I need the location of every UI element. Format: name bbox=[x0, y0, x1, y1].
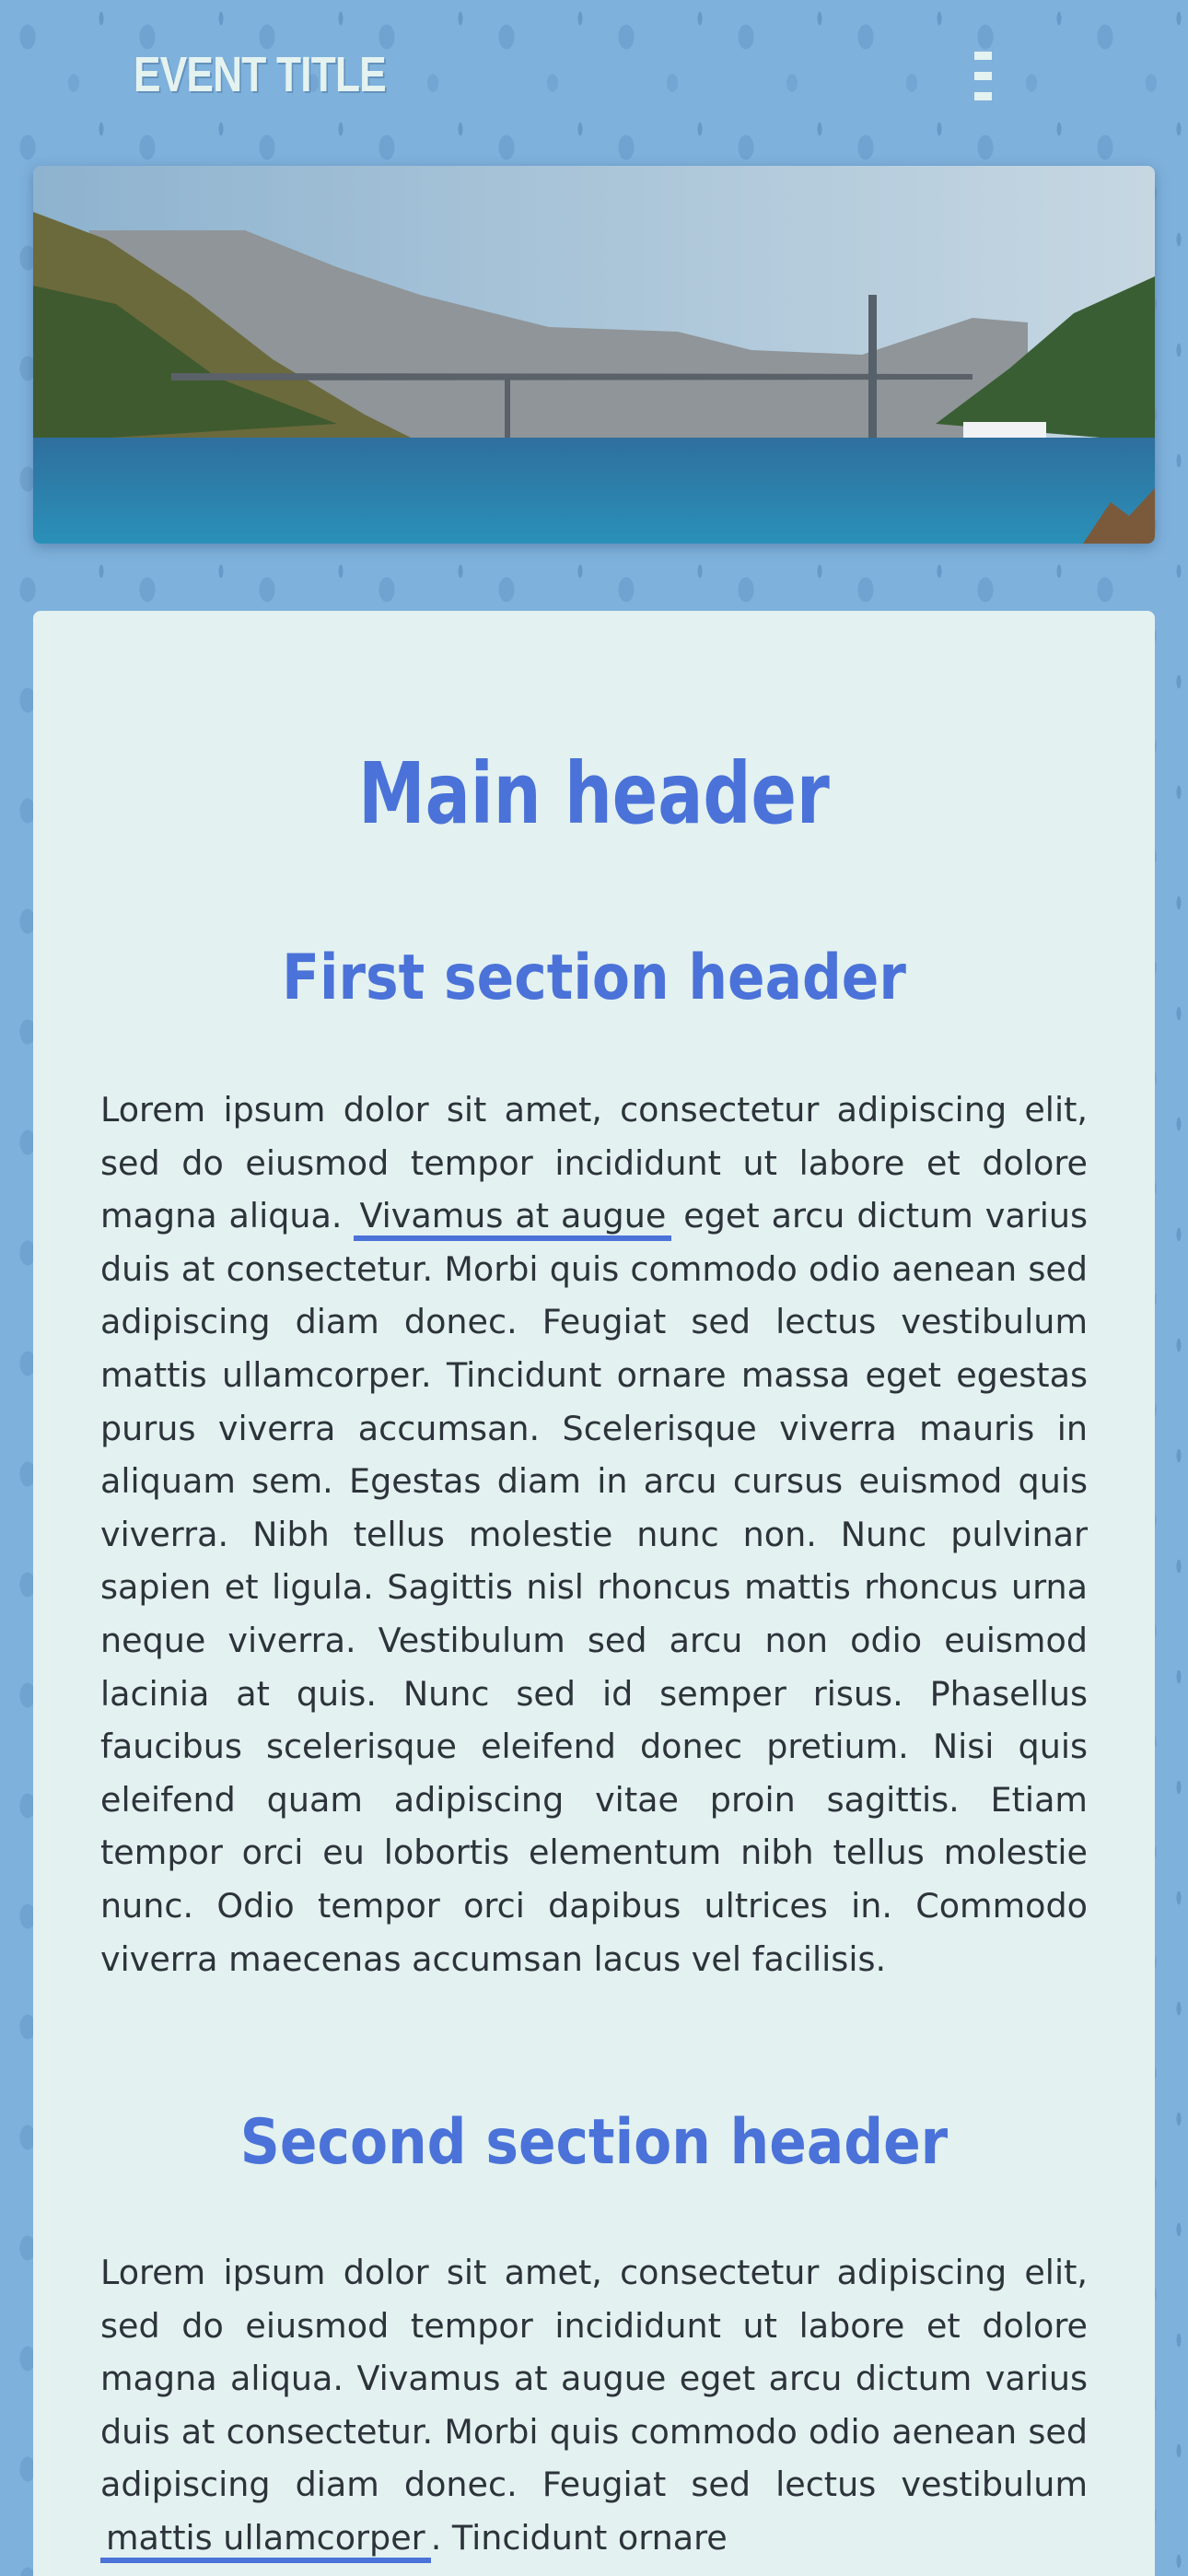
hamburger-icon[interactable] bbox=[974, 52, 995, 101]
paragraph-text: Lorem ipsum dolor sit amet, consectetur adipiscing elit, sed do eiusmod tempor incididunt ut labore et dolore magna aliqua. Vivamus at augue eget arcu dictum varius duis at consectetur. Morbi quis commodo odio aenean sed adipiscing diam donec. Feugiat sed lectus vestibulum bbox=[100, 2253, 1088, 2505]
landscape-photo-icon bbox=[33, 166, 1155, 544]
section-header-first: First section header bbox=[282, 942, 906, 1014]
paragraph-text: Lorem ipsum dolor sit amet, consectetur adipiscing elit, sed do eiusmod tempor incididunt ut labore et dolore magna aliqua. bbox=[100, 1090, 1088, 1236]
link-vivamus-at-augue[interactable]: Vivamus at augue bbox=[354, 1196, 671, 1241]
link-mattis-ullamcorper[interactable]: mattis ullamcorper bbox=[100, 2518, 431, 2563]
section-paragraph-second bbox=[100, 2246, 1088, 2565]
section-paragraph-first bbox=[100, 1083, 1088, 1985]
main-header: Main header bbox=[358, 744, 830, 843]
section-header-second: Second section header bbox=[239, 2106, 949, 2179]
event-title[interactable]: EVENT TITLE bbox=[134, 47, 386, 102]
hero-image bbox=[33, 166, 1155, 544]
paragraph-text: eget arcu dictum varius duis at consectetur. Morbi quis commodo odio aenean sed adipiscing diam donec. Feugiat sed lectus vestibulum mattis ullamcorper. Tincidunt ornare massa eget egestas purus viverra accumsan. Scelerisque viverra mauris in aliquam sem. Egestas diam in arcu cursus euismod quis viverra. Nibh tellus molestie nunc non. Nunc pulvinar sapien et ligula. Sagittis nisl rhoncus mattis rhoncus urna neque viverra. Vestibulum sed arcu non odio euismod lacinia at quis. Nunc sed id semper risus. Phasellus faucibus scelerisque eleifend donec pretium. Nisi quis eleifend quam adipiscing vitae proin sagittis. Etiam tempor orci eu lobortis elementum nibh tellus molestie nunc. Odio tempor orci dapibus ultrices in. Commodo viverra maecenas accumsan lacus vel facilisis. bbox=[100, 1196, 1088, 1979]
paragraph-text: . Tincidunt ornare bbox=[430, 2517, 728, 2558]
top-bar bbox=[0, 0, 1188, 157]
